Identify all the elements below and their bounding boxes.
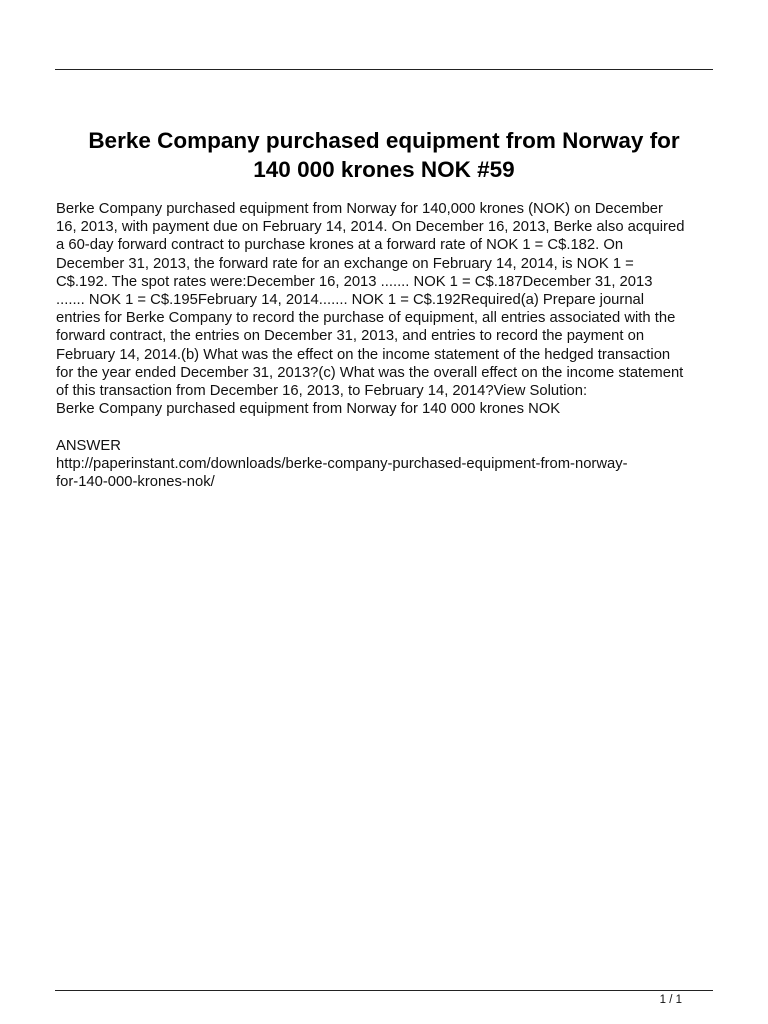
body-line: C$.192. The spot rates were:December 16, 2013 ....... NOK 1 = C$.187December 31, 2013 [56,273,653,290]
body-line: February 14, 2014.(b) What was the effect on the income statement of the hedged transaction [56,346,671,363]
body-line: Berke Company purchased equipment from Norway for 140,000 krones (NOK) on December [56,201,663,217]
body-line: forward contract, the entries on December 31, 2013, and entries to record the payment on [56,328,645,345]
footer-rule [55,990,713,991]
body-line: of this transaction from December 16, 2013, to February 14, 2014?View Solution: [56,383,588,400]
answer-section [56,437,716,492]
document-title [55,126,713,184]
answer-label: ANSWER [56,438,121,454]
body-line: entries for Berke Company to record the purchase of equipment, all entries associated with the [56,310,676,327]
header-rule [55,69,713,70]
body-line: a 60-day forward contract to purchase krones at a forward rate of NOK 1 = C$.182. On [56,237,624,254]
body-line: December 31, 2013, the forward rate for an exchange on February 14, 2014, is NOK 1 = [56,255,634,272]
title-line-1: Berke Company purchased equipment from Norway for [88,128,680,153]
body-line: Berke Company purchased equipment from Norway for 140 000 krones NOK [56,401,561,418]
answer-link-line-1: http://paperinstant.com/downloads/berke-company-purchased-equipment-from-norway- [56,456,628,473]
page-number: 1 / 1 [659,994,682,1006]
answer-link-line-2: for-140-000-krones-nok/ [56,474,215,491]
body-line: ....... NOK 1 = C$.195February 14, 2014....... NOK 1 = C$.192Required(a) Prepare journal [56,292,645,309]
title-line-2: 140 000 krones NOK #59 [253,157,515,182]
document-body [56,200,718,418]
body-line: for the year ended December 31, 2013?(c) What was the overall effect on the income statement [56,364,684,381]
body-line: 16, 2013, with payment due on February 14, 2014. On December 16, 2013, Berke also acquired [56,219,685,236]
